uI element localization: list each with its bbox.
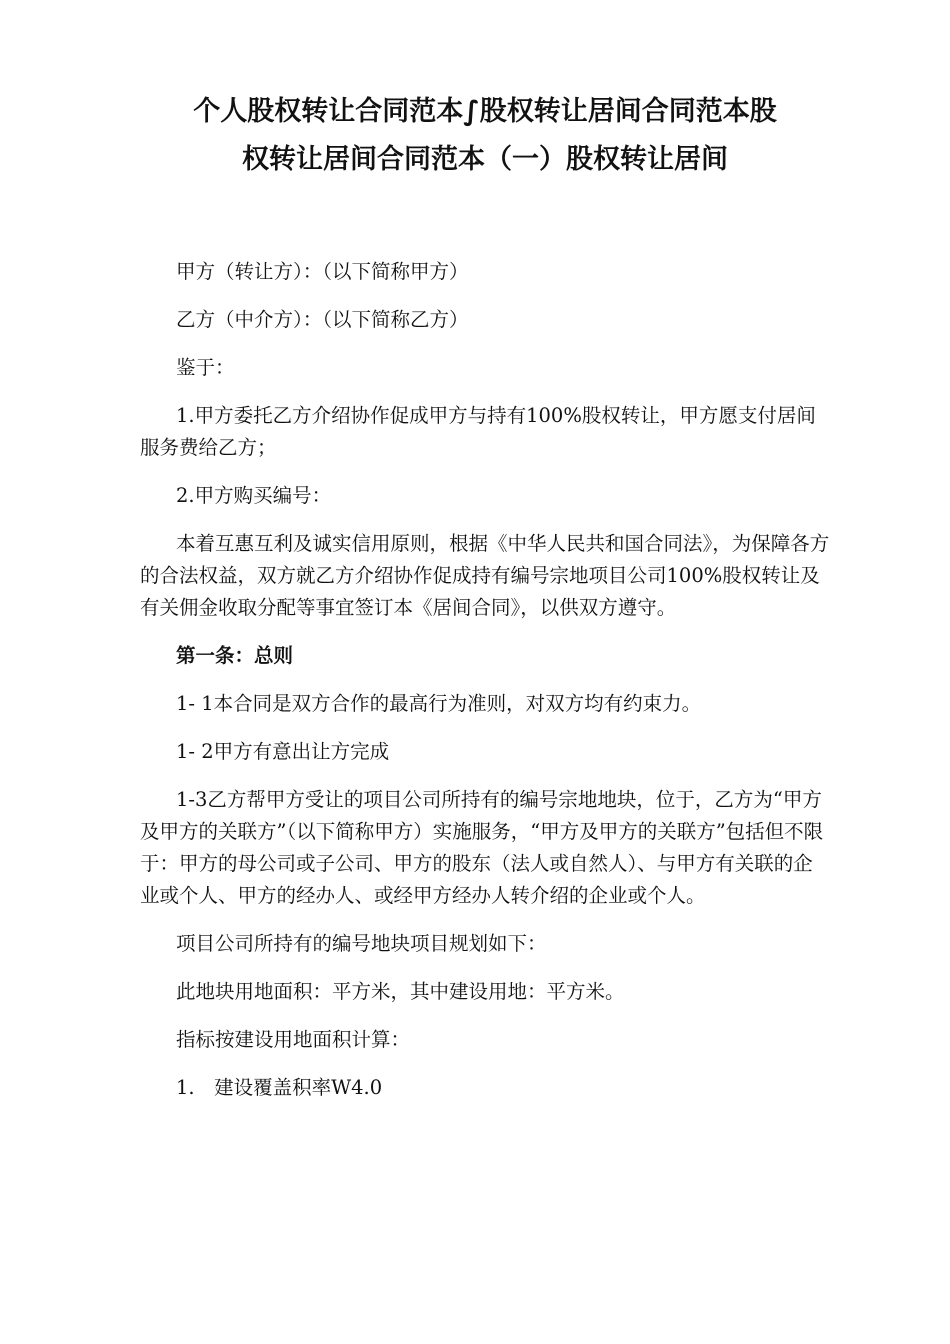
- clause-paragraph: 2.甲方购买编号：: [176, 484, 332, 507]
- title-line-2: 权转让居间合同范本（一）股权转让居间: [242, 144, 728, 175]
- clause-paragraph: 1.甲方委托乙方介绍协作促成甲方与持有100%股权转让，甲方愿支付居间服务费给乙方；: [140, 404, 816, 459]
- whereas-line: 鉴于：: [176, 356, 235, 379]
- section-heading: 第一条：总则: [176, 644, 294, 667]
- clause-paragraph: 1- 1本合同是双方合作的最高行为准则，对双方均有约束力。: [176, 692, 702, 715]
- body-paragraph: 此地块用地面积：平方米，其中建设用地：平方米。: [176, 980, 625, 1003]
- body-paragraph: 项目公司所持有的编号地块项目规划如下：: [176, 932, 547, 955]
- party-b-line: 乙方（中介方）：（以下简称乙方）: [176, 308, 469, 331]
- clause-paragraph: 1- 2甲方有意出让方完成: [176, 740, 390, 763]
- clause-paragraph: 1-3乙方帮甲方受让的项目公司所持有的编号宗地地块，位于，乙方为“甲方及甲方的关联方”（以下简称甲方）实施服务，“甲方及甲方的关联方”包括但不限于：甲方的母公司或子公司、甲方的股东（法人或自然人）、与甲方有关联的企业或个人、甲方的经办人、或经甲方经办人转介绍的企业或个人。: [140, 788, 824, 907]
- list-item: 1. 建设覆盖积率W4.0: [176, 1076, 383, 1099]
- title-line-1: 个人股权转让合同范本∫股权转让居间合同范本股: [193, 96, 777, 127]
- document-title: [140, 88, 830, 184]
- party-a-line: 甲方（转让方）：（以下简称甲方）: [176, 260, 469, 283]
- body-paragraph: 指标按建设用地面积计算：: [176, 1028, 411, 1051]
- document-body: [140, 256, 830, 1120]
- preamble-paragraph: 本着互惠互利及诚实信用原则，根据《中华人民共和国合同法》，为保障各方的合法权益，双方就乙方介绍协作促成持有编号宗地项目公司100%股权转让及有关佣金收取分配等事宜签订本《居间合同》，以供双方遵守。: [140, 532, 830, 619]
